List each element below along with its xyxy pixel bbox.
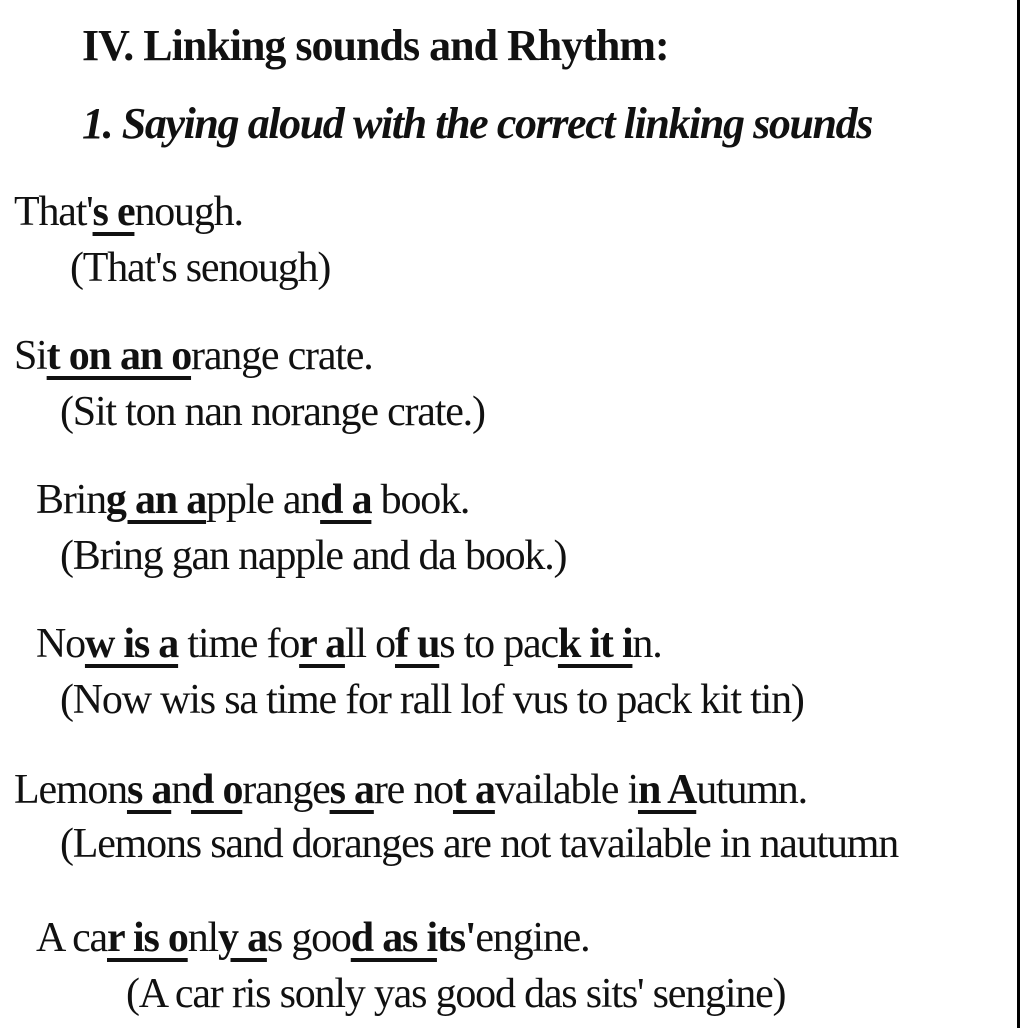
linking-sound: t on an o — [46, 333, 192, 379]
sentence-6 — [36, 914, 589, 962]
sentence-text: nl — [187, 915, 218, 961]
sentence-text: ngine. — [492, 915, 590, 961]
transcription-5: (Lemons sand doranges are not tavailable in nautumn — [60, 821, 899, 867]
sentence-text: That' — [14, 189, 93, 235]
sentence-text: No — [36, 621, 85, 667]
linking-sound: s a — [329, 767, 374, 813]
transcription-1: (That's senough) — [70, 245, 331, 291]
linking-sound: f u — [394, 621, 440, 667]
linking-sound: r a — [299, 621, 345, 667]
sentence-3 — [36, 476, 469, 524]
sentence-text: utumn. — [696, 767, 807, 813]
sentence-text: A ca — [36, 915, 107, 961]
sentence-text: book. — [371, 477, 470, 523]
linking-sound: s e — [92, 189, 135, 235]
linking-sound: r is o — [107, 915, 188, 961]
sentence-text: e — [475, 915, 493, 961]
sentence-text: n. — [632, 621, 662, 667]
linking-sound: d a — [320, 477, 372, 523]
sentence-text: Brin — [36, 477, 106, 523]
transcription-3: (Bring gan napple and da book.) — [60, 533, 567, 579]
sentence-text: range — [242, 767, 330, 813]
transcription-4: (Now wis sa time for rall lof vus to pack kit tin) — [60, 677, 804, 723]
sentence-text: Si — [14, 333, 47, 379]
transcription-2: (Sit ton nan norange crate.) — [60, 389, 485, 435]
sentence-text: s goo — [266, 915, 351, 961]
sentence-4 — [36, 620, 662, 668]
linking-sound: y a — [217, 915, 267, 961]
sentence-text: Lemon — [14, 767, 127, 813]
sentence-text: re no — [373, 767, 453, 813]
sentence-2 — [14, 332, 373, 380]
sentence-text: pple an — [206, 477, 321, 523]
linking-sound: n A — [637, 767, 697, 813]
sentence-text: ll o — [344, 621, 395, 667]
linking-sound: k it i — [557, 621, 633, 667]
sentence-text: nough. — [134, 189, 243, 235]
sentence-text: n — [171, 767, 192, 813]
sentence-text: vailable i — [494, 767, 638, 813]
sentence-1 — [14, 188, 243, 236]
linking-sound: d as i — [350, 915, 437, 961]
linking-sound: t a — [452, 767, 495, 813]
sentence-text: range crate. — [191, 333, 373, 379]
sentence-5 — [14, 766, 807, 814]
section-heading: IV. Linking sounds and Rhythm: — [82, 21, 669, 70]
linking-sound-bold: ts' — [436, 915, 476, 961]
sentence-text: s to pac — [439, 621, 558, 667]
linking-sound: s a — [126, 767, 172, 813]
linking-sound: w is a — [84, 621, 179, 667]
sentence-text: time fo — [178, 621, 300, 667]
exercise-title: 1. Saying aloud with the correct linking sounds — [82, 99, 872, 148]
transcription-6: (A car ris sonly yas good das sits' sengine) — [126, 971, 786, 1017]
linking-sound: g an a — [105, 477, 207, 523]
linking-sound: d o — [191, 767, 243, 813]
